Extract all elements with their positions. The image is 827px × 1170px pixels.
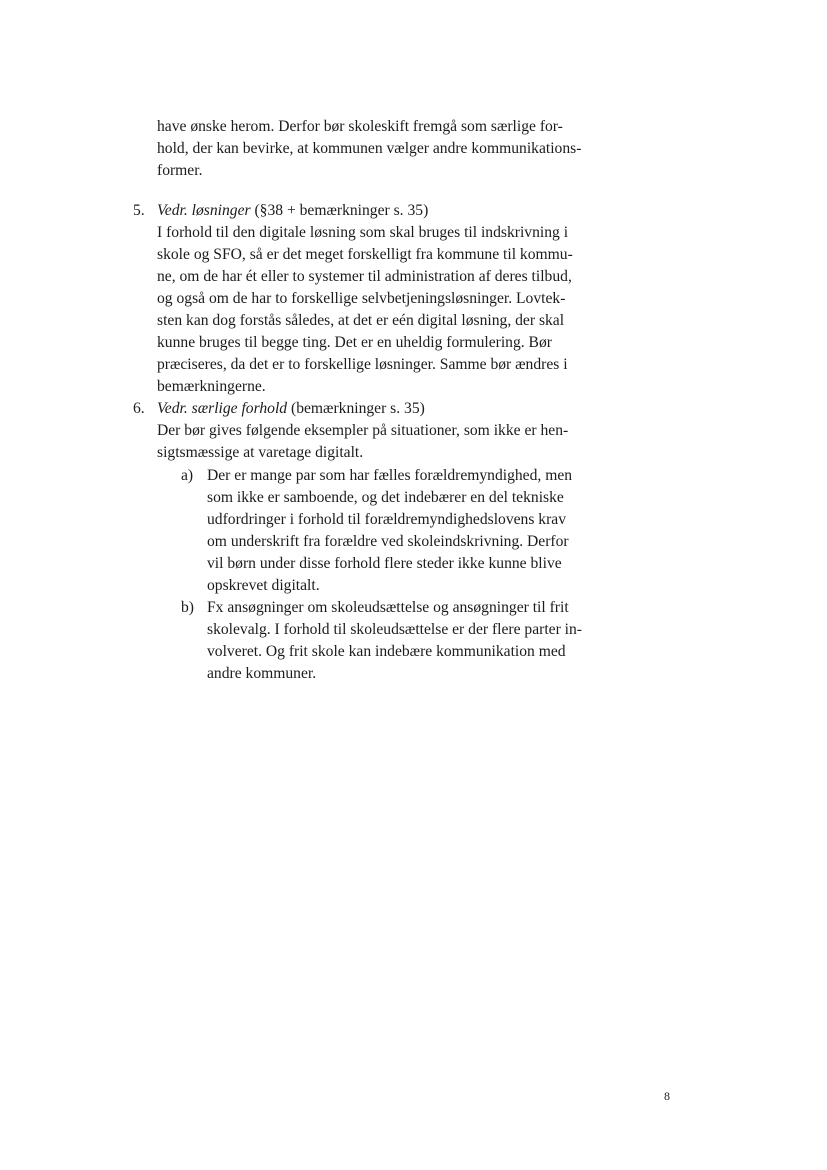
body-line: hold, der kan bevirke, at kommunen vælger andre kommunikations- bbox=[157, 140, 582, 157]
list-number: 5. bbox=[133, 202, 145, 219]
body-line: sigtsmæssige at varetage digitalt. bbox=[157, 444, 364, 461]
list-item-heading bbox=[157, 398, 425, 419]
sublist-label: a) bbox=[181, 467, 194, 484]
list-item-heading bbox=[157, 200, 428, 221]
body-line: opskrevet digitalt. bbox=[207, 577, 320, 594]
body-line: kunne bruges til begge ting. Det er en uheldig formulering. Bør bbox=[157, 334, 552, 351]
body-line: sten kan dog forstås således, at det er eén digital løsning, der skal bbox=[157, 312, 565, 329]
body-line: ne, om de har ét eller to systemer til administration af deres tilbud, bbox=[157, 268, 572, 285]
heading-rest: (§38 + bemærkninger s. 35) bbox=[250, 202, 429, 219]
body-line: have ønske herom. Derfor bør skoleskift fremgå som særlige for- bbox=[157, 118, 563, 135]
body-line: former. bbox=[157, 162, 203, 179]
list-number: 6. bbox=[133, 400, 145, 417]
sublist-label: b) bbox=[181, 599, 194, 616]
body-line: præciseres, da det er to forskellige løsninger. Samme bør ændres i bbox=[157, 356, 568, 373]
body-line: og også om de har to forskellige selvbetjeningsløsninger. Lovtek- bbox=[157, 290, 566, 307]
body-line: Der bør gives følgende eksempler på situationer, som ikke er hen- bbox=[157, 422, 569, 439]
body-line: skolevalg. I forhold til skoleudsættelse er der flere parter in- bbox=[207, 621, 582, 638]
page-number: 8 bbox=[664, 1089, 670, 1103]
body-line: volveret. Og frit skole kan indebære kommunikation med bbox=[207, 643, 566, 660]
heading-rest: (bemærkninger s. 35) bbox=[287, 400, 425, 417]
body-line: vil børn under disse forhold flere steder ikke kunne blive bbox=[207, 555, 562, 572]
heading-italic: Vedr. løsninger bbox=[157, 202, 251, 219]
body-line: bemærkningerne. bbox=[157, 378, 266, 395]
body-line: Der er mange par som har fælles forældremyndighed, men bbox=[207, 467, 573, 484]
body-line: skole og SFO, så er det meget forskelligt fra kommune til kommu- bbox=[157, 246, 573, 263]
body-line: Fx ansøgninger om skoleudsættelse og ansøgninger til frit bbox=[207, 599, 569, 616]
body-line: andre kommuner. bbox=[207, 665, 317, 682]
body-line: som ikke er samboende, og det indebærer en del tekniske bbox=[207, 489, 564, 506]
heading-italic: Vedr. særlige forhold bbox=[157, 400, 288, 417]
body-line: om underskrift fra forældre ved skoleindskrivning. Derfor bbox=[207, 533, 569, 550]
body-line: udfordringer i forhold til forældremyndighedslovens krav bbox=[207, 511, 567, 528]
body-line: I forhold til den digitale løsning som skal bruges til indskrivning i bbox=[157, 224, 569, 241]
